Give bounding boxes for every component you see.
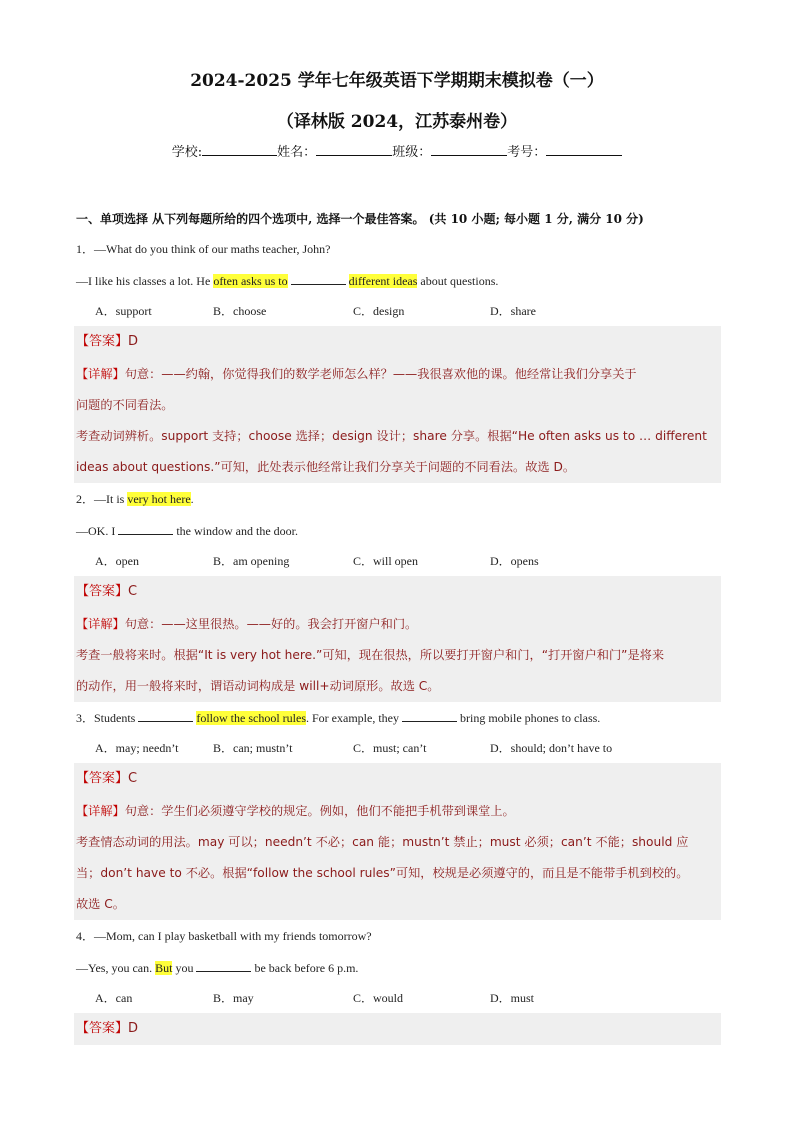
q2-option-a[interactable]: A．open [95,554,139,568]
q2-option-c[interactable]: C．will open [353,554,418,568]
q4-answer-box [74,1013,721,1045]
highlight: follow the school rules [196,711,306,725]
class-blank[interactable] [431,142,507,156]
highlight: But [155,961,173,975]
name-label: 姓名： [277,145,317,160]
answer-blank[interactable] [196,959,251,972]
q4-option-a[interactable]: A．can [95,991,133,1005]
q1-answer: 【答案】D [76,334,139,349]
number-blank[interactable] [546,142,622,156]
q2-line2: —OK. I the window and the door. [76,524,298,538]
q4-answer: 【答案】D [76,1021,139,1036]
q1-explanation-4: ideas about questions.”可知，此处表示他经常让我们分享关于问题的不同看法。故选 D。 [76,460,576,474]
answer-blank[interactable] [138,709,193,722]
q2-option-d[interactable]: D．opens [490,554,539,568]
q3-option-b[interactable]: B．can; mustn’t [213,741,293,755]
q2-option-b[interactable]: B．am opening [213,554,290,568]
answer-blank[interactable] [291,272,346,285]
q2-explanation-2: 考查一般将来时。根据“It is very hot here.”可知，现在很热，所以要打开窗户和门，“打开窗户和门”是将来 [76,648,665,662]
student-info-line [0,141,794,160]
q3-explanation-3: 当；don’t have to 不必。根据“follow the school rules”可知，校规是必须遵守的，而且是不能带手机到校的。 [76,866,689,880]
number-label: 考号： [507,145,547,160]
school-label: 学校: [171,145,203,160]
q3-option-d[interactable]: D．should; don’t have to [490,741,613,755]
q3-explanation-4: 故选 C。 [76,897,125,911]
q3-stem: 3．Students follow the school rules. For example, they bring mobile phones to class. [76,711,601,725]
q1-explanation-1: 【详解】句意：——约翰，你觉得我们的数学老师怎么样？——我很喜欢他的课。他经常让我们分享关于 [76,367,637,381]
q1-line2: —I like his classes a lot. He often asks us to different ideas about questions. [76,274,499,288]
q1-option-a[interactable]: A．support [95,304,152,318]
class-label: 班级： [392,145,432,160]
q3-option-c[interactable]: C．must; can’t [353,741,427,755]
q2-stem: 2．—It is very hot here. [76,492,194,506]
section-heading: 一、单项选择 从下列每题所给的四个选项中, 选择一个最佳答案。 (共 10 小题; 每小题 1 分, 满分 10 分) [76,212,644,226]
page-title: 2024-2025 学年七年级英语下学期期末模拟卷（一） [190,71,604,91]
q2-answer: 【答案】C [76,584,138,599]
q4-line2: —Yes, you can. But you be back before 6 p.m. [76,961,359,975]
q4-option-c[interactable]: C．would [353,991,404,1005]
highlight: often asks us to [213,274,288,288]
page-subtitle: （译林版 2024，江苏泰州卷） [276,112,518,132]
q3-option-a[interactable]: A．may; needn’t [95,741,179,755]
q3-explanation-1: 【详解】句意：学生们必须遵守学校的规定。例如，他们不能把手机带到课堂上。 [76,804,515,818]
q1-stem: 1．—What do you think of our maths teacher, John? [76,242,331,256]
answer-blank[interactable] [402,709,457,722]
q3-explanation-2: 考查情态动词的用法。may 可以；needn’t 不必；can 能；mustn’t 禁止；must 必须；can’t 不能；should 应 [76,835,689,849]
q3-answer: 【答案】C [76,771,138,786]
q4-option-b[interactable]: B．may [213,991,254,1005]
school-blank[interactable] [202,142,277,156]
q2-explanation-3: 的动作，用一般将来时，谓语动词构成是 will+动词原形。故选 C。 [76,679,440,693]
answer-blank[interactable] [118,522,173,535]
q4-option-d[interactable]: D．must [490,991,535,1005]
q1-option-b[interactable]: B．choose [213,304,267,318]
q2-explanation-1: 【详解】句意：——这里很热。——好的。我会打开窗户和门。 [76,617,418,631]
q1-option-c[interactable]: C．design [353,304,405,318]
q4-stem: 4．—Mom, can I play basketball with my friends tomorrow? [76,929,372,943]
highlight: very hot here [127,492,191,506]
q1-option-d[interactable]: D．share [490,304,536,318]
q1-explanation-2: 问题的不同看法。 [76,398,174,412]
q1-explanation-3: 考查动词辨析。support 支持；choose 选择；design 设计；share 分享。根据“He often asks us to … different [76,429,707,443]
highlight: different ideas [348,274,418,288]
name-blank[interactable] [316,142,392,156]
